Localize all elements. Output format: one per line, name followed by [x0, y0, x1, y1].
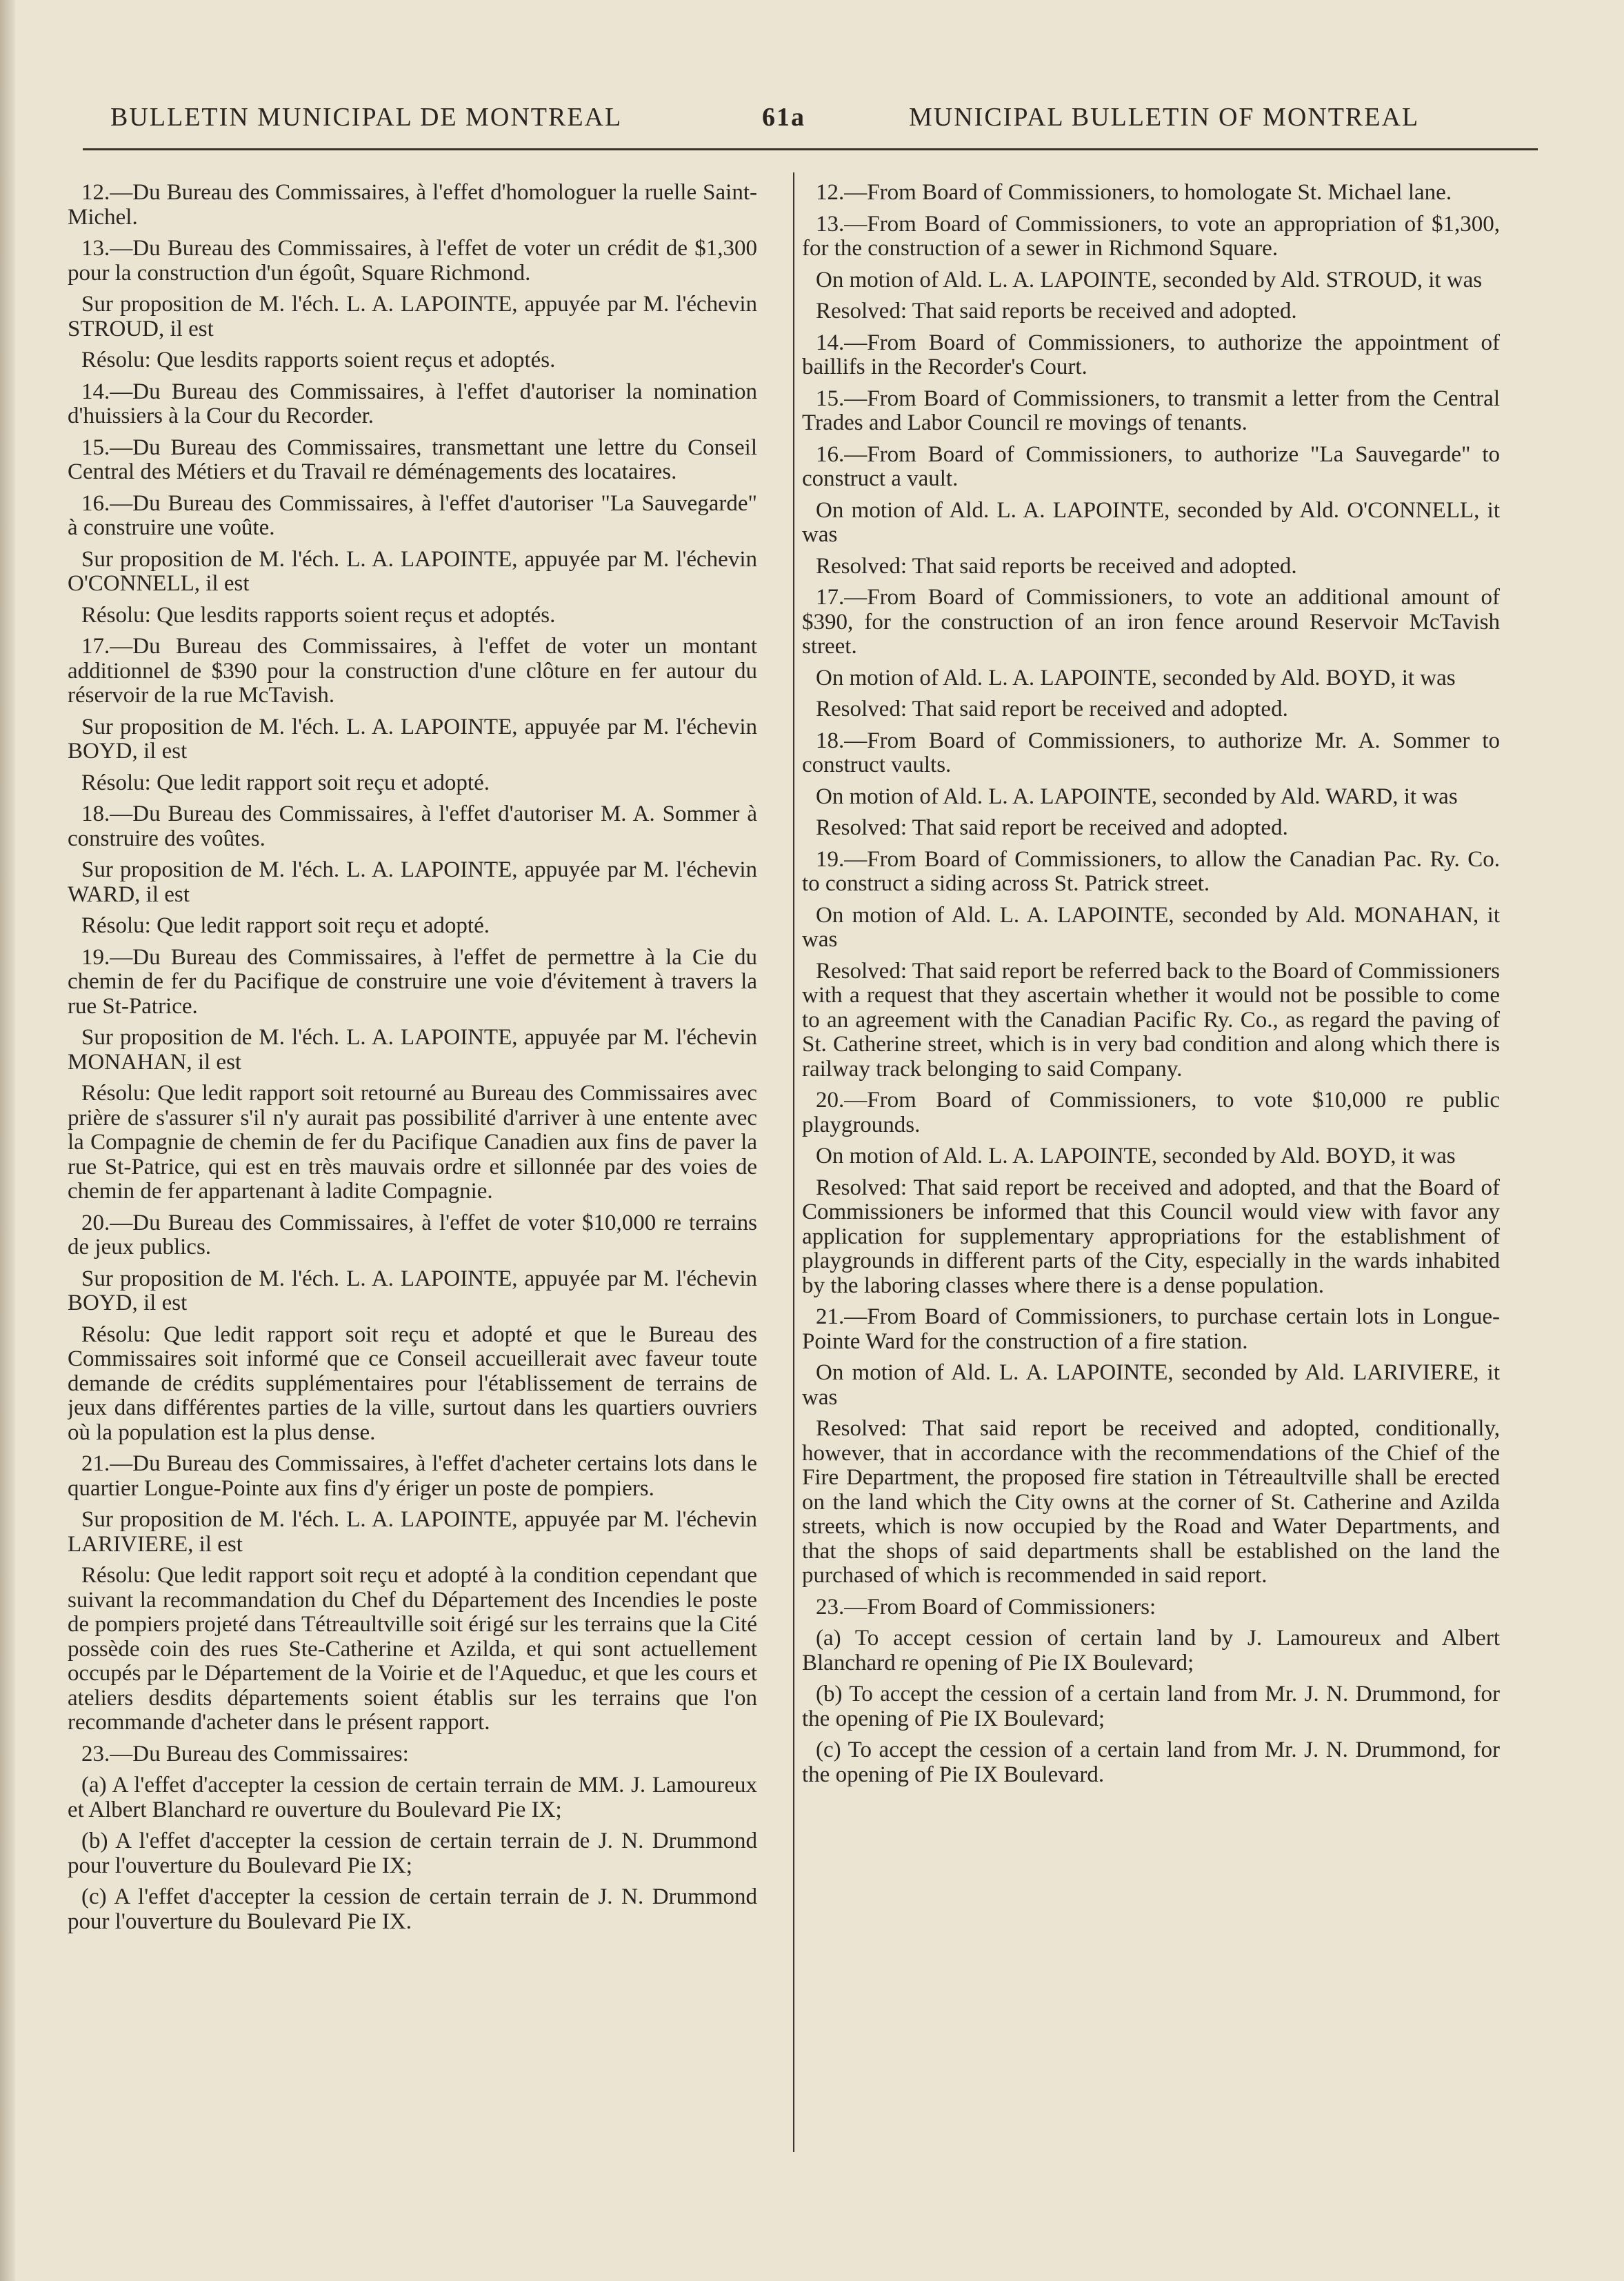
- english-paragraph: 23.—From Board of Commissioners:: [816, 1594, 1156, 1620]
- french-paragraph: 15.—Du Bureau des Commissaires, transmettant une lettre du Conseil Central des Métiers et du Travail re déménagements des locataires.: [68, 435, 757, 484]
- english-paragraph: Resolved: That said report be received and adopted.: [816, 697, 1288, 721]
- header-french-title: BULLETIN MUNICIPAL DE MONTREAL: [110, 103, 623, 132]
- french-paragraph: Sur proposition de M. l'éch. L. A. LAPOINTE, appuyée par M. l'échevin WARD, il est: [68, 857, 757, 907]
- french-paragraph: (b) A l'effet d'accepter la cession de certain terrain de J. N. Drummond pour l'ouverture du Boulevard Pie IX;: [68, 1829, 757, 1878]
- french-paragraph: Résolu: Que ledit rapport soit reçu et adopté et que le Bureau des Commissaires soit informé que ce Conseil accueillerait avec faveur toute demande de crédits supplémentaires pour l'établissement de terrains de jeux dans différentes parties de la ville, surtout dans les quartiers ouvriers où la population est la plus dense.: [68, 1322, 757, 1445]
- header-rule: [83, 148, 1538, 150]
- english-paragraph: Resolved: That said report be received and adopted, and that the Board of Commissioners be informed that this Council would view with favor any application for supplementary appropriations for the establishment of playgrounds in different parts of the City, especially in the wards inhabited by the laboring classes where there is a dense population.: [802, 1175, 1500, 1298]
- english-paragraph: Resolved: That said report be received and adopted.: [816, 815, 1288, 840]
- french-paragraph: 20.—Du Bureau des Commissaires, à l'effet de voter $10,000 re terrains de jeux publics.: [68, 1210, 757, 1259]
- french-paragraph: Résolu: Que lesdits rapports soient reçus et adoptés.: [81, 348, 556, 372]
- french-paragraph: Résolu: Que ledit rapport soit retourné au Bureau des Commissaires avec prière de s'assurer s'il n'y aurait pas possibilité d'arriver à une entente avec la Compagnie de chemin de fer du Pacifique Canadien aux fins de paver la rue St-Patrice, qui est en très mauvais ordre et sillonnée par des voies de chemin de fer appartenant à ladite Compagnie.: [68, 1081, 757, 1204]
- french-paragraph: 16.—Du Bureau des Commissaires, à l'effet d'autoriser "La Sauvegarde" à construire une voûte.: [68, 490, 757, 540]
- french-paragraph: 13.—Du Bureau des Commissaires, à l'effet de voter un crédit de $1,300 pour la construction d'un égoût, Square Richmond.: [68, 236, 757, 286]
- english-paragraph: 21.—From Board of Commissioners, to purchase certain lots in Longue-Pointe Ward for the construction of a fire station.: [802, 1304, 1500, 1354]
- french-paragraph: (c) A l'effet d'accepter la cession de certain terrain de J. N. Drummond pour l'ouverture du Boulevard Pie IX.: [68, 1884, 757, 1934]
- french-paragraph: Résolu: Que ledit rapport soit reçu et adopté.: [81, 913, 490, 938]
- french-paragraph: (a) A l'effet d'accepter la cession de certain terrain de MM. J. Lamoureux et Albert Blanchard re ouverture du Boulevard Pie IX;: [68, 1773, 757, 1822]
- page-binding-edge: [0, 0, 15, 2281]
- english-column: [802, 181, 1500, 2153]
- french-paragraph: 14.—Du Bureau des Commissaires, à l'effet d'autoriser la nomination d'huissiers à la Cour du Recorder.: [68, 379, 757, 428]
- french-column: [68, 181, 757, 2153]
- english-paragraph: 20.—From Board of Commissioners, to vote $10,000 re public playgrounds.: [802, 1088, 1500, 1137]
- english-paragraph: 19.—From Board of Commissioners, to allow the Canadian Pac. Ry. Co. to construct a siding across St. Patrick street.: [802, 846, 1500, 896]
- french-paragraph: 18.—Du Bureau des Commissaires, à l'effet d'autoriser M. A. Sommer à construire des voûtes.: [68, 801, 757, 851]
- french-paragraph: Sur proposition de M. l'éch. L. A. LAPOINTE, appuyée par M. l'échevin O'CONNELL, il est: [68, 546, 757, 596]
- english-paragraph: (b) To accept the cession of a certain land from Mr. J. N. Drummond, for the opening of Pie IX Boulevard;: [802, 1682, 1500, 1731]
- english-paragraph: On motion of Ald. L. A. LAPOINTE, seconded by Ald. BOYD, it was: [816, 665, 1456, 690]
- french-paragraph: Résolu: Que lesdits rapports soient reçus et adoptés.: [81, 602, 556, 628]
- page-number: 61a: [762, 103, 805, 132]
- english-paragraph: Resolved: That said reports be received and adopted.: [816, 299, 1297, 323]
- english-paragraph: On motion of Ald. L. A. LAPOINTE, seconded by Ald. LARIVIERE, it was: [802, 1360, 1500, 1410]
- column-divider: [793, 172, 794, 2152]
- french-paragraph: Sur proposition de M. l'éch. L. A. LAPOINTE, appuyée par M. l'échevin BOYD, il est: [68, 714, 757, 764]
- english-paragraph: 12.—From Board of Commissioners, to homologate St. Michael lane.: [816, 181, 1452, 205]
- english-paragraph: Resolved: That said report be referred back to the Board of Commissioners with a request that they ascertain whether it would not be possible to come to an agreement with the Canadian Pacific Ry. Co., as regard the paving of St. Catherine street, which is in very bad condition and along which there is railway track belonging to said Company.: [802, 958, 1500, 1082]
- english-paragraph: On motion of Ald. L. A. LAPOINTE, seconded by Ald. STROUD, it was: [816, 267, 1483, 292]
- english-paragraph: 13.—From Board of Commissioners, to vote an appropriation of $1,300, for the construction of a sewer in Richmond Square.: [802, 211, 1500, 261]
- english-paragraph: 18.—From Board of Commissioners, to authorize Mr. A. Sommer to construct vaults.: [802, 728, 1500, 777]
- french-paragraph: Résolu: Que ledit rapport soit reçu et adopté à la condition cependant que suivant la recommandation du Chef du Département des Incendies le poste de pompiers projeté dans Tétreaultville soit érigé sur les terrains que la Cité possède coin des rues Ste-Catherine et Azilda, et qui sont actuellement occupés par le Département de la Voirie et de l'Aqueduc, et que les cours et ateliers desdits départements soient établis sur les terrains que l'on recommande d'acheter dans le présent rapport.: [68, 1563, 757, 1735]
- french-paragraph: 21.—Du Bureau des Commissaires, à l'effet d'acheter certains lots dans le quartier Longue-Pointe aux fins d'y ériger un poste de pompiers.: [68, 1451, 757, 1501]
- english-paragraph: Resolved: That said reports be received and adopted.: [816, 553, 1297, 579]
- french-paragraph: Sur proposition de M. l'éch. L. A. LAPOINTE, appuyée par M. l'échevin MONAHAN, il est: [68, 1025, 757, 1075]
- french-paragraph: 19.—Du Bureau des Commissaires, à l'effet de permettre à la Cie du chemin de fer du Pacifique de construire une voie d'évitement à travers la rue St-Patrice.: [68, 944, 757, 1019]
- english-paragraph: On motion of Ald. L. A. LAPOINTE, seconded by Ald. WARD, it was: [816, 784, 1458, 809]
- english-paragraph: 14.—From Board of Commissioners, to authorize the appointment of baillifs in the Recorder's Court.: [802, 330, 1500, 379]
- english-paragraph: On motion of Ald. L. A. LAPOINTE, seconded by Ald. BOYD, it was: [816, 1144, 1456, 1168]
- english-paragraph: 15.—From Board of Commissioners, to transmit a letter from the Central Trades and Labor Council re movings of tenants.: [802, 386, 1500, 435]
- english-paragraph: (c) To accept the cession of a certain land from Mr. J. N. Drummond, for the opening of Pie IX Boulevard.: [802, 1737, 1500, 1787]
- header-english-title: MUNICIPAL BULLETIN OF MONTREAL: [909, 103, 1420, 132]
- english-paragraph: Resolved: That said report be received and adopted, conditionally, however, that in accordance with the recommendations of the Chief of the Fire Department, the proposed fire station in Tétreaultville shall be erected on the land which the City owns at the corner of St. Catherine and Azilda streets, which is now occupied by the Road and Water Departments, and that the shops of said departments shall be established on the land the purchased of which is recommended in said report.: [802, 1416, 1500, 1588]
- english-paragraph: On motion of Ald. L. A. LAPOINTE, seconded by Ald. MONAHAN, it was: [802, 902, 1500, 952]
- english-paragraph: 17.—From Board of Commissioners, to vote an additional amount of $390, for the construction of an iron fence around Reservoir McTavish street.: [802, 585, 1500, 659]
- english-paragraph: (a) To accept cession of certain land by J. Lamoureux and Albert Blanchard re opening of Pie IX Boulevard;: [802, 1626, 1500, 1675]
- english-paragraph: 16.—From Board of Commissioners, to authorize "La Sauvegarde" to construct a vault.: [802, 441, 1500, 491]
- french-paragraph: 17.—Du Bureau des Commissaires, à l'effet de voter un montant additionnel de $390 pour la construction d'une clôture en fer autour du réservoir de la rue McTavish.: [68, 634, 757, 708]
- english-paragraph: On motion of Ald. L. A. LAPOINTE, seconded by Ald. O'CONNELL, it was: [802, 497, 1500, 547]
- french-paragraph: Sur proposition de M. l'éch. L. A. LAPOINTE, appuyée par M. l'échevin LARIVIERE, il est: [68, 1507, 757, 1557]
- french-paragraph: Résolu: Que ledit rapport soit reçu et adopté.: [81, 770, 490, 795]
- french-paragraph: Sur proposition de M. l'éch. L. A. LAPOINTE, appuyée par M. l'échevin BOYD, il est: [68, 1266, 757, 1315]
- french-paragraph: Sur proposition de M. l'éch. L. A. LAPOINTE, appuyée par M. l'échevin STROUD, il est: [68, 292, 757, 341]
- french-paragraph: 12.—Du Bureau des Commissaires, à l'effet d'homologuer la ruelle Saint-Michel.: [68, 181, 757, 230]
- page-header: [0, 102, 1624, 143]
- french-paragraph: 23.—Du Bureau des Commissaires:: [81, 1741, 409, 1766]
